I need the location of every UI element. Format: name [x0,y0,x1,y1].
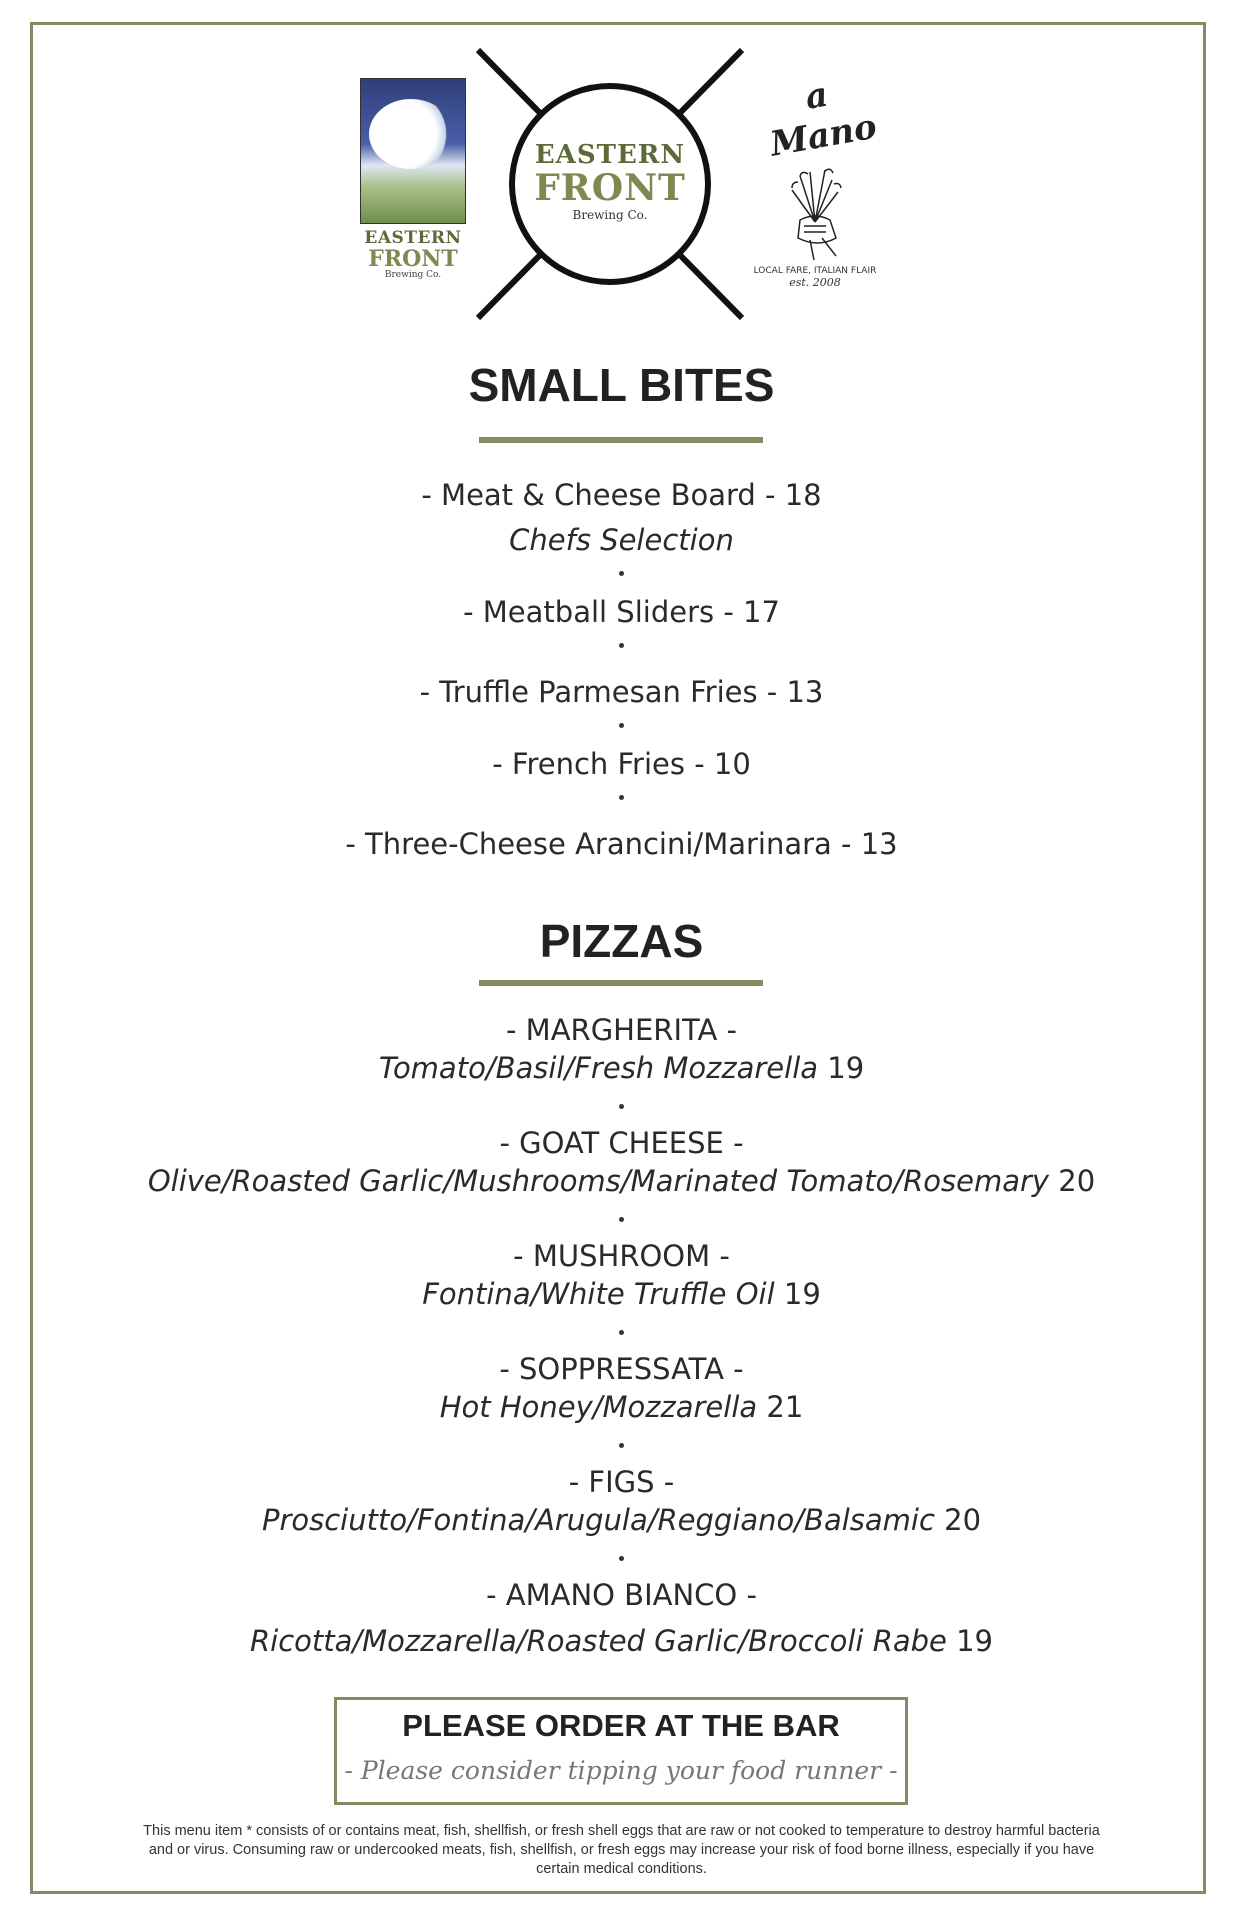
small-bite-item: - Meat & Cheese Board - 18 [421,478,822,512]
small-bite-item: - Truffle Parmesan Fries - 13 [419,675,824,709]
pizza-desc: Fontina/White Truffle Oil [422,1277,775,1311]
eastern-front-circle-logo [470,46,750,322]
hand-holding-herbs-icon [770,162,860,262]
pizza-desc-line [0,1390,1243,1424]
pizza-price: 20 [944,1503,982,1537]
tipping-note: - Please consider tipping your food runner - [344,1756,898,1785]
separator-dot [619,643,624,648]
a-mano-tagline: LOCAL FARE, ITALIAN FLAIR [753,266,877,276]
order-at-bar-title: PLEASE ORDER AT THE BAR [402,1708,840,1743]
pizza-price: 19 [827,1051,865,1085]
pizza-price: 19 [956,1624,993,1658]
separator-dot [619,571,624,576]
separator-dot [619,795,624,800]
small-bites-divider [479,437,763,443]
pizza-desc: Olive/Roasted Garlic/Mushrooms/Marinated Tomato/Rosemary [147,1164,1050,1198]
logo-left-line1: EASTERN [364,228,462,248]
pizza-name: - FIGS - [568,1465,675,1499]
pizza-price: 21 [766,1390,804,1424]
small-bite-item: - Three-Cheese Arancini/Marinara - 13 [345,827,898,861]
separator-dot [619,1330,624,1335]
logo-header [0,0,1243,330]
logo-left-line3: Brewing Co. [384,270,442,280]
pizza-desc-line [0,1051,1243,1085]
small-bite-item: - Meatball Sliders - 17 [463,595,780,629]
pizza-desc-line [0,1164,1243,1198]
logo-center-line1: EASTERN [534,140,686,170]
pizzas-heading: PIZZAS [539,915,704,967]
pizza-price: 20 [1058,1164,1096,1198]
logo-center-line2: FRONT [534,167,686,209]
food-safety-disclaimer: This menu item * consists of or contains meat, fish, shellfish, or fresh shell eggs that are raw or not cooked to temperature to destroy harmful bacteria and or virus. Consuming raw or undercooked meats, fish, shellfish, or fresh eggs may increase your risk of food borne illness, especially if you have certain medical conditions. [143,1823,1100,1877]
pizza-name: - SOPPRESSATA - [499,1352,744,1386]
order-at-bar-box [334,1697,908,1805]
separator-dot [619,1217,624,1222]
pizza-desc: Tomato/Basil/Fresh Mozzarella [378,1051,819,1085]
pizzas-divider [479,980,763,986]
pizza-desc: Ricotta/Mozzarella/Roasted Garlic/Broccoli Rabe [249,1624,947,1658]
pizza-price: 19 [783,1277,821,1311]
a-mano-established: est. 2008 [789,276,841,289]
separator-dot [619,1104,624,1109]
a-mano-logo [740,74,890,289]
separator-dot [619,1556,624,1561]
cloud-icon [369,99,453,169]
pizza-desc-line [0,1624,1243,1658]
pizza-name: - AMANO BIANCO - [486,1578,757,1612]
small-bite-item: - French Fries - 10 [492,747,751,781]
pizza-desc-line [0,1503,1243,1537]
pizza-name: - GOAT CHEESE - [499,1126,744,1160]
pizza-name: - MARGHERITA - [506,1013,737,1047]
pizza-desc: Hot Honey/Mozzarella [439,1390,758,1424]
separator-dot [619,1443,624,1448]
pizza-desc: Prosciutto/Fontina/Arugula/Reggiano/Balsamic [261,1503,935,1537]
logo-center-line3: Brewing Co. [572,208,648,222]
small-bites-heading: SMALL BITES [468,359,775,411]
logo-left-line2: FRONT [368,246,458,272]
pizza-desc-line [0,1277,1243,1311]
separator-dot [619,723,624,728]
pizza-name: - MUSHROOM - [513,1239,730,1273]
cloud-landscape-illustration [360,78,466,224]
a-mano-script: a Mano [767,74,880,165]
eastern-front-illustrated-logo [360,78,466,280]
small-bite-note: Chefs Selection [509,523,734,557]
